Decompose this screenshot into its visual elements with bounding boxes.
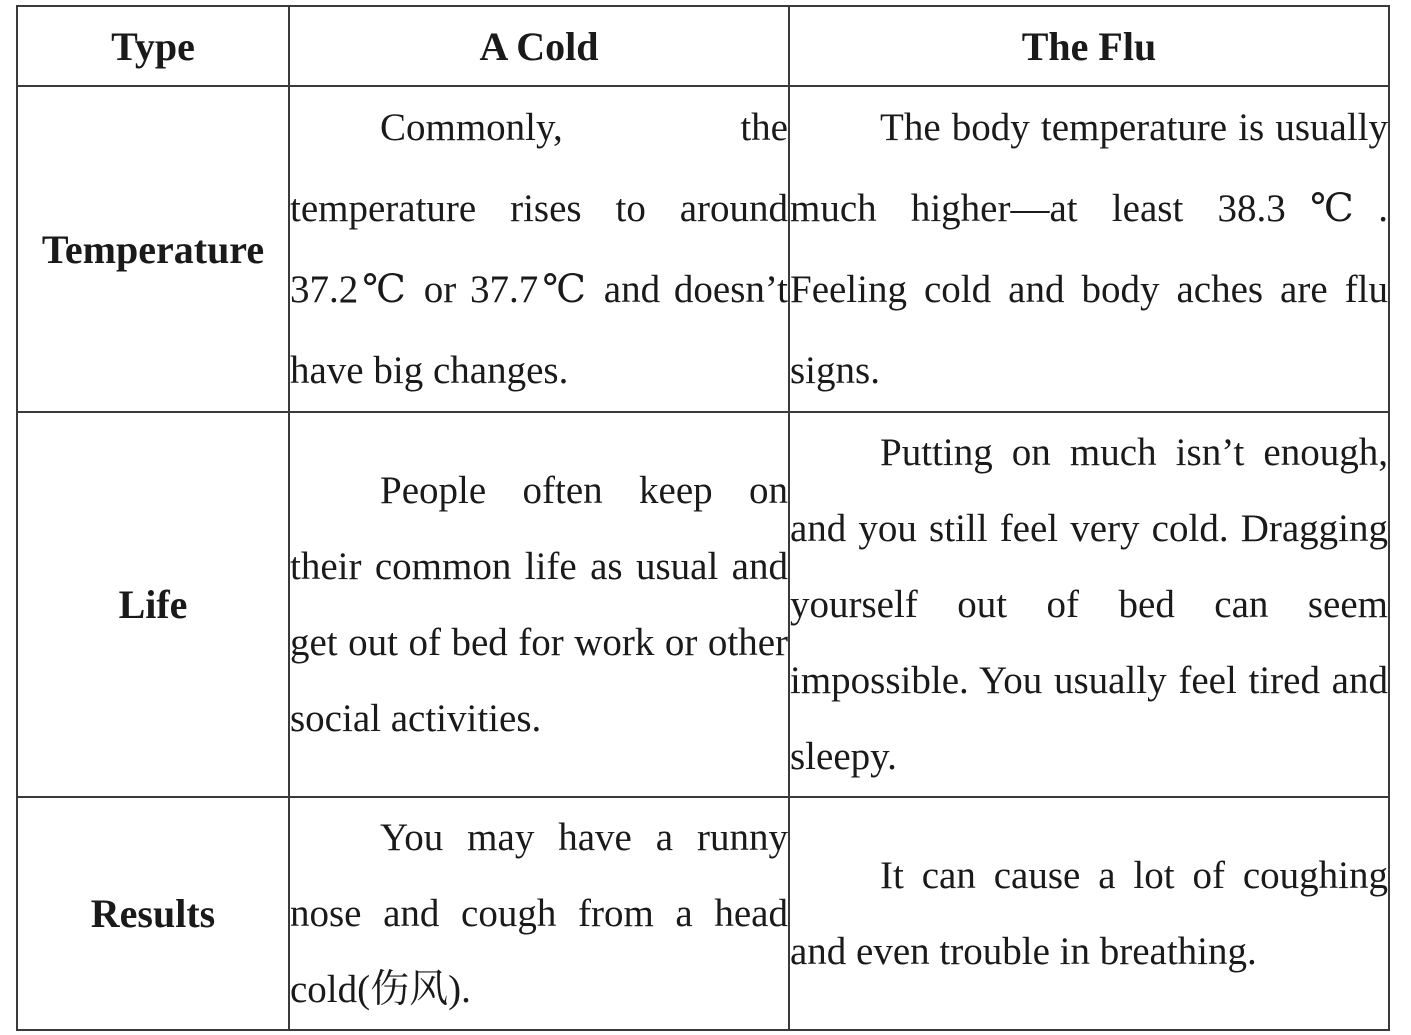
cell-text: You may have a runny nose and cough from a head cold(伤风). bbox=[290, 815, 788, 1011]
header-type: Type bbox=[17, 6, 289, 86]
cell-text: Putting on much isn’t enough, and you still feel very cold. Dragging yourself out of bed can seem impossible. You usually feel tired and sleepy. bbox=[790, 430, 1388, 778]
cell-results-flu bbox=[789, 797, 1389, 1030]
cold-flu-comparison-table bbox=[16, 5, 1390, 1031]
cell-results-cold bbox=[289, 797, 789, 1030]
row-label-results: Results bbox=[17, 797, 289, 1030]
cell-life-cold bbox=[289, 412, 789, 797]
cell-text: The body temperature is usually much higher—at least 38.3℃. Feeling cold and body aches are flu signs. bbox=[790, 106, 1388, 392]
cell-life-flu bbox=[789, 412, 1389, 797]
cell-text: It can cause a lot of coughing and even trouble in breathing. bbox=[790, 853, 1388, 973]
row-label-temperature: Temperature bbox=[17, 86, 289, 412]
header-a-cold: A Cold bbox=[289, 6, 789, 86]
row-label-life: Life bbox=[17, 412, 289, 797]
cell-text: People often keep on their common life as usual and get out of bed for work or other social activities. bbox=[290, 468, 788, 740]
header-row bbox=[17, 6, 1389, 86]
table-row-life bbox=[17, 412, 1389, 797]
header-the-flu: The Flu bbox=[789, 6, 1389, 86]
cell-text: Commonly, the temperature rises to around 37.2℃ or 37.7℃ and doesn’t have big changes. bbox=[290, 106, 788, 392]
table-row-results bbox=[17, 797, 1389, 1030]
table-row-temperature bbox=[17, 86, 1389, 412]
cell-temperature-cold bbox=[289, 86, 789, 412]
cell-temperature-flu bbox=[789, 86, 1389, 412]
